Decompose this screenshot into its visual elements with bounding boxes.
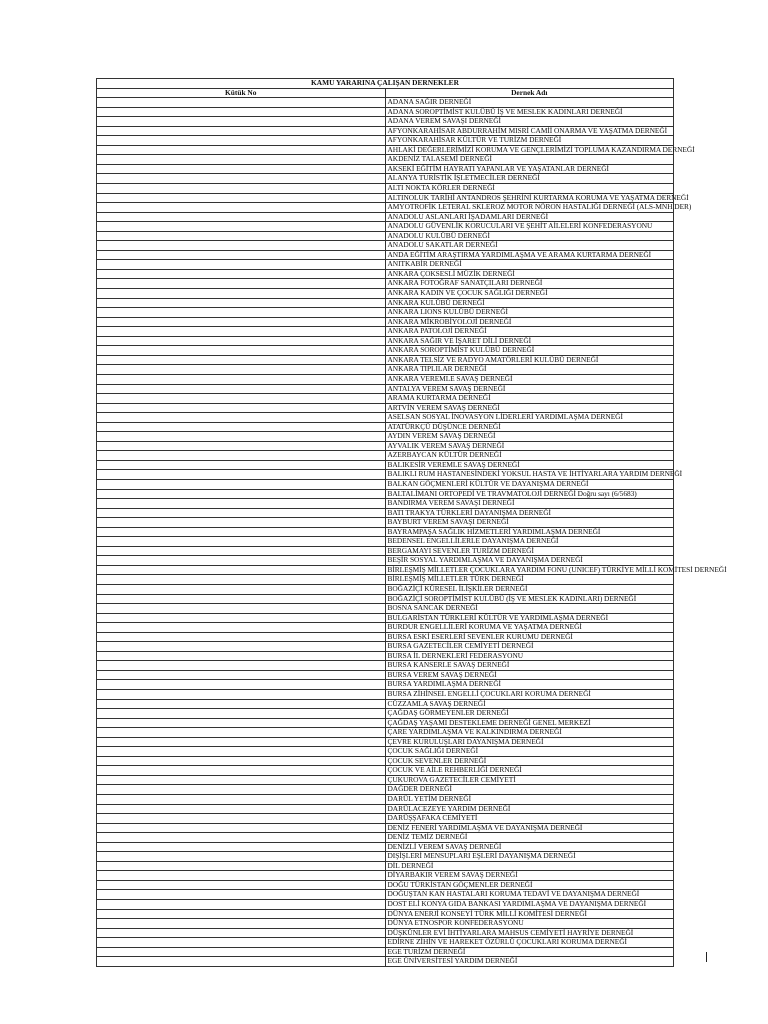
registry-no-cell: [97, 508, 386, 518]
registry-no-cell: [97, 499, 386, 509]
registry-no-cell: [97, 98, 386, 108]
registry-no-cell: [97, 403, 386, 413]
association-name-cell: ARTVİN VEREM SAVAŞ DERNEĞİ: [385, 403, 674, 413]
association-name-cell: DİL DERNEĞİ: [385, 861, 674, 871]
registry-no-cell: [97, 670, 386, 680]
association-name-cell: CÜZZAMLA SAVAŞ DERNEĞİ: [385, 699, 674, 709]
registry-no-cell: [97, 546, 386, 556]
table-row: [97, 298, 674, 308]
association-name-cell: ADANA SOROPTİMİST KULÜBÜ İŞ VE MESLEK KADINLARI DERNEĞİ: [385, 107, 674, 117]
table-row: [97, 451, 674, 461]
table-row: [97, 651, 674, 661]
registry-no-cell: [97, 728, 386, 738]
association-name-cell: BEDENSEL ENGELLİLERLE DAYANIŞMA DERNEĞİ: [385, 537, 674, 547]
table-row: [97, 289, 674, 299]
table-row: [97, 145, 674, 155]
association-name-cell: DAĞDER DERNEĞİ: [385, 785, 674, 795]
registry-no-cell: [97, 623, 386, 633]
registry-no-cell: [97, 651, 386, 661]
column-header-association-name: Dernek Adı: [385, 88, 674, 98]
page-edge-marker: [706, 952, 707, 962]
table-row: [97, 250, 674, 260]
registry-no-cell: [97, 432, 386, 442]
table-row: [97, 279, 674, 289]
registry-no-cell: [97, 422, 386, 432]
association-name-cell: AFYONKARAHİSAR KÜLTÜR VE TURİZM DERNEĞİ: [385, 136, 674, 146]
table-row: [97, 947, 674, 957]
table-row: [97, 737, 674, 747]
table-row: [97, 728, 674, 738]
registry-no-cell: [97, 107, 386, 117]
registry-no-cell: [97, 460, 386, 470]
association-name-cell: ANDA EĞİTİM ARAŞTIRMA YARDIMLAŞMA VE ARAMA KURTARMA DERNEĞİ: [385, 250, 674, 260]
association-name-cell: BOĞAZİÇİ SOROPTİMİST KULÜBÜ (İŞ VE MESLEK KADINLARI) DERNEĞİ: [385, 594, 674, 604]
association-name-cell: EGE ÜNİVERSİTESİ YARDIM DERNEĞİ: [385, 957, 674, 967]
association-name-cell: ANKARA PATOLOJİ DERNEĞİ: [385, 327, 674, 337]
table-row: [97, 327, 674, 337]
table-row: [97, 164, 674, 174]
association-name-cell: DENİZ FENERİ YARDIMLAŞMA VE DAYANIŞMA DERNEĞİ: [385, 823, 674, 833]
registry-no-cell: [97, 489, 386, 499]
table-row: [97, 938, 674, 948]
association-name-cell: ANKARA ÇOKSESLİ MÜZİK DERNEĞİ: [385, 269, 674, 279]
association-name-cell: ÇUKUROVA GAZETECİLER CEMİYETİ: [385, 775, 674, 785]
association-name-cell: ANKARA LIONS KULÜBÜ DERNEĞİ: [385, 308, 674, 318]
registry-no-cell: [97, 231, 386, 241]
association-name-cell: ALTINOLUK TARİHİ ANTANDROS ŞEHRİNİ KURTARMA KORUMA VE YAŞATMA DERNEĞİ: [385, 193, 674, 203]
association-name-cell: DÜNYA ETNOSPOR KONFEDERASYONU: [385, 919, 674, 929]
association-name-cell: BURSA ZİHİNSEL ENGELLİ ÇOCUKLARI KORUMA DERNEĞİ: [385, 690, 674, 700]
table-row: [97, 642, 674, 652]
association-name-cell: AHLAKİ DEĞERLERİMİZİ KORUMA VE GENÇLERİMİZİ TOPLUMA KAZANDIRMA DERNEĞİ: [385, 145, 674, 155]
table-row: [97, 518, 674, 528]
registry-no-cell: [97, 279, 386, 289]
table-row: [97, 269, 674, 279]
table-row: [97, 384, 674, 394]
registry-no-cell: [97, 861, 386, 871]
association-name-cell: ÇAĞDAŞ GÖRMEYENLER DERNEĞİ: [385, 709, 674, 719]
registry-no-cell: [97, 327, 386, 337]
registry-no-cell: [97, 346, 386, 356]
registry-no-cell: [97, 136, 386, 146]
registry-no-cell: [97, 900, 386, 910]
association-name-cell: ANADOLU SAKATLAR DERNEĞİ: [385, 241, 674, 251]
association-name-cell: ANADOLU ASLANLARI İŞADAMLARI DERNEĞİ: [385, 212, 674, 222]
registry-no-cell: [97, 699, 386, 709]
registry-no-cell: [97, 661, 386, 671]
registry-no-cell: [97, 604, 386, 614]
association-name-cell: ANKARA KULÜBÜ DERNEĞİ: [385, 298, 674, 308]
registry-no-cell: [97, 527, 386, 537]
table-row: [97, 842, 674, 852]
table-row: [97, 861, 674, 871]
registry-no-cell: [97, 308, 386, 318]
registry-no-cell: [97, 814, 386, 824]
association-name-cell: DENİZLİ VEREM SAVAŞ DERNEĞİ: [385, 842, 674, 852]
registry-no-cell: [97, 117, 386, 127]
table-row: [97, 709, 674, 719]
registry-no-cell: [97, 441, 386, 451]
table-row: [97, 231, 674, 241]
association-name-cell: DOĞUŞTAN KAN HASTALARI KORUMA TEDAVİ VE DAYANIŞMA DERNEĞİ: [385, 890, 674, 900]
registry-no-cell: [97, 365, 386, 375]
associations-table: [96, 78, 727, 967]
registry-no-cell: [97, 947, 386, 957]
table-row: [97, 336, 674, 346]
association-name-cell: ANITKABİR DERNEĞİ: [385, 260, 674, 270]
association-name-cell: ALANYA TURİSTİK İŞLETMECİLER DERNEĞİ: [385, 174, 674, 184]
registry-no-cell: [97, 938, 386, 948]
association-name-cell: BOSNA SANCAK DERNEĞİ: [385, 604, 674, 614]
table-row: [97, 546, 674, 556]
registry-no-cell: [97, 184, 386, 194]
registry-no-cell: [97, 250, 386, 260]
column-header-registry-no: Kütük No: [97, 88, 386, 98]
registry-no-cell: [97, 394, 386, 404]
table-row: [97, 795, 674, 805]
registry-no-cell: [97, 928, 386, 938]
registry-no-cell: [97, 795, 386, 805]
association-name-cell: BANDIRMA VEREM SAVAŞI DERNEĞİ: [385, 499, 674, 509]
table-row: [97, 670, 674, 680]
registry-no-cell: [97, 164, 386, 174]
table-row: [97, 260, 674, 270]
association-name-cell: ANKARA SAĞIR VE İŞARET DİLİ DERNEĞİ: [385, 336, 674, 346]
association-name-cell: BULGARİSTAN TÜRKLERİ KÜLTÜR VE YARDIMLAŞMA DERNEĞİ: [385, 613, 674, 623]
registry-no-cell: [97, 565, 386, 575]
registry-no-cell: [97, 470, 386, 480]
association-name-cell: ÇOCUK VE AİLE REHBERLİĞİ DERNEĞİ: [385, 766, 674, 776]
registry-no-cell: [97, 374, 386, 384]
table-row: [97, 527, 674, 537]
registry-no-cell: [97, 594, 386, 604]
table-row: [97, 775, 674, 785]
registry-no-cell: [97, 174, 386, 184]
table-row: [97, 537, 674, 547]
association-name-cell: BAYRAMPAŞA SAĞLIK HİZMETLERİ YARDIMLAŞMA DERNEĞİ: [385, 527, 674, 537]
registry-no-cell: [97, 804, 386, 814]
association-name-cell: ÇEVRE KURULUŞLARI DAYANIŞMA DERNEĞİ: [385, 737, 674, 747]
registry-no-cell: [97, 690, 386, 700]
registry-no-cell: [97, 479, 386, 489]
association-name-cell: ASELSAN SOSYAL İNOVASYON LİDERLERİ YARDIMLAŞMA DERNEĞİ: [385, 413, 674, 423]
association-name-cell: BİRLEŞMİŞ MİLLETLER TÜRK DERNEĞİ: [385, 575, 674, 585]
association-name-cell: BALIKESİR VEREMLE SAVAŞ DERNEĞİ: [385, 460, 674, 470]
association-name-cell: ANKARA TIPLILAR DERNEĞİ: [385, 365, 674, 375]
table-row: [97, 136, 674, 146]
registry-no-cell: [97, 766, 386, 776]
registry-no-cell: [97, 222, 386, 232]
association-name-cell: DENİZ TEMİZ DERNEĞİ: [385, 833, 674, 843]
association-name-cell: BATI TRAKYA TÜRKLERİ DAYANIŞMA DERNEĞİ: [385, 508, 674, 518]
association-name-cell: BİRLEŞMİŞ MİLLETLER ÇOCUKLARA YARDIM FONU (UNICEF) TÜRKİYE MİLLİ KOMİTESİ DERNEĞİ: [385, 565, 674, 575]
association-name-cell: ANADOLU GÜVENLİK KORUCULARI VE ŞEHİT AİLELERİ KONFEDERASYONU: [385, 222, 674, 232]
table-row: [97, 355, 674, 365]
table-row: [97, 432, 674, 442]
table-row: [97, 107, 674, 117]
registry-no-cell: [97, 203, 386, 213]
table-row: [97, 718, 674, 728]
table-row: [97, 690, 674, 700]
association-name-cell: BEŞİR SOSYAL YARDIMLAŞMA VE DAYANIŞMA DERNEĞİ: [385, 556, 674, 566]
registry-no-cell: [97, 575, 386, 585]
association-name-cell: BERGAMAYI SEVENLER TURİZM DERNEĞİ: [385, 546, 674, 556]
table-row: [97, 394, 674, 404]
table-row: [97, 756, 674, 766]
association-name-cell: ARAMA KURTARMA DERNEĞİ: [385, 394, 674, 404]
table-row: [97, 661, 674, 671]
association-name-cell: ÇOCUK SEVENLER DERNEĞİ: [385, 756, 674, 766]
registry-no-cell: [97, 260, 386, 270]
registry-no-cell: [97, 413, 386, 423]
registry-no-cell: [97, 833, 386, 843]
table-row: [97, 317, 674, 327]
registry-no-cell: [97, 613, 386, 623]
association-name-cell: BAYBURT VEREM SAVAŞI DERNEĞİ: [385, 518, 674, 528]
registry-no-cell: [97, 642, 386, 652]
association-name-cell: ANKARA SOROPTİMİST KULÜBÜ DERNEĞİ: [385, 346, 674, 356]
table-row: [97, 184, 674, 194]
association-name-cell: DİYARBAKIR VEREM SAVAŞ DERNEĞİ: [385, 871, 674, 881]
association-name-cell: ATATÜRKÇÜ DÜŞÜNCE DERNEĞİ: [385, 422, 674, 432]
table-row: [97, 155, 674, 165]
registry-no-cell: [97, 890, 386, 900]
registry-no-cell: [97, 451, 386, 461]
registry-no-cell: [97, 842, 386, 852]
table-row: [97, 174, 674, 184]
table-row: [97, 365, 674, 375]
table-row: [97, 584, 674, 594]
association-name-cell: DARÜLACEZEYE YARDIM DERNEĞİ: [385, 804, 674, 814]
registry-no-cell: [97, 680, 386, 690]
registry-no-cell: [97, 155, 386, 165]
registry-no-cell: [97, 756, 386, 766]
registry-no-cell: [97, 298, 386, 308]
association-name-cell: AFYONKARAHİSAR ABDURRAHİM MISRİ CAMİİ ONARMA VE YAŞATMA DERNEĞİ: [385, 126, 674, 136]
table-row: [97, 479, 674, 489]
association-name-cell: BURSA KANSERLE SAVAŞ DERNEĞİ: [385, 661, 674, 671]
table-row: [97, 833, 674, 843]
association-name-cell: EGE TURİZM DERNEĞİ: [385, 947, 674, 957]
registry-no-cell: [97, 289, 386, 299]
registry-no-cell: [97, 336, 386, 346]
table-row: [97, 374, 674, 384]
registry-no-cell: [97, 355, 386, 365]
table-row: [97, 957, 674, 967]
table-row: [97, 98, 674, 108]
association-name-cell: ANKARA VEREMLE SAVAŞ DERNEĞİ: [385, 374, 674, 384]
table-row: [97, 699, 674, 709]
registry-no-cell: [97, 957, 386, 967]
registry-no-cell: [97, 126, 386, 136]
association-name-cell: AKDENİZ TALASEMİ DERNEĞİ: [385, 155, 674, 165]
registry-no-cell: [97, 852, 386, 862]
association-name-cell: DOST ELİ KONYA GIDA BANKASI YARDIMLAŞMA VE DAYANIŞMA DERNEĞİ: [385, 900, 674, 910]
registry-no-cell: [97, 880, 386, 890]
registry-no-cell: [97, 823, 386, 833]
association-name-cell: ANKARA KADIN VE ÇOCUK SAĞLIĞI DERNEĞİ: [385, 289, 674, 299]
table-row: [97, 565, 674, 575]
registry-no-cell: [97, 919, 386, 929]
registry-no-cell: [97, 718, 386, 728]
association-name-cell: DARÜŞŞAFAKA CEMİYETİ: [385, 814, 674, 824]
registry-no-cell: [97, 537, 386, 547]
table-row: [97, 900, 674, 910]
association-name-cell: BURSA VEREM SAVAŞ DERNEĞİ: [385, 670, 674, 680]
table-row: [97, 871, 674, 881]
table-row: [97, 346, 674, 356]
registry-no-cell: [97, 871, 386, 881]
table-body: [97, 78, 727, 967]
header-row: [97, 88, 674, 98]
association-name-cell: BURDUR ENGELLİLERİ KORUMA VE YAŞATMA DERNEĞİ: [385, 623, 674, 633]
table-row: [97, 594, 674, 604]
association-name-cell: DOĞU TÜRKİSTAN GÖÇMENLER DERNEĞİ: [385, 880, 674, 890]
association-name-cell: ADANA SAĞIR DERNEĞİ: [385, 98, 674, 108]
table-title: KAMU YARARINA ÇALIŞAN DERNEKLER: [97, 79, 674, 89]
table-row: [97, 804, 674, 814]
registry-no-cell: [97, 193, 386, 203]
registry-no-cell: [97, 384, 386, 394]
association-name-cell: ADANA VEREM SAVAŞI DERNEĞİ: [385, 117, 674, 127]
association-name-cell: DÜŞKÜNLER EVİ İHTİYARLARA MAHSUS CEMİYETİ HAYRİYE DERNEĞİ: [385, 928, 674, 938]
table-row: [97, 203, 674, 213]
registry-no-cell: [97, 556, 386, 566]
association-name-cell: DÜNYA ENERJİ KONSEYİ TÜRK MİLLİ KOMİTESİ DERNEĞİ: [385, 909, 674, 919]
association-name-cell: AKSEKİ EĞİTİM HAYRATI YAPANLAR VE YAŞATANLAR DERNEĞİ: [385, 164, 674, 174]
association-name-cell: AZERBAYCAN KÜLTÜR DERNEĞİ: [385, 451, 674, 461]
table-row: [97, 919, 674, 929]
association-name-cell: ÇOCUK SAĞLIĞI DERNEĞİ: [385, 747, 674, 757]
registry-no-cell: [97, 212, 386, 222]
table-row: [97, 117, 674, 127]
registry-no-cell: [97, 584, 386, 594]
association-name-cell: ANTALYA VEREM SAVAŞ DERNEĞİ: [385, 384, 674, 394]
association-name-cell: ANKARA FOTOĞRAF SANATÇILARI DERNEĞİ: [385, 279, 674, 289]
registry-no-cell: [97, 747, 386, 757]
table-row: [97, 613, 674, 623]
registry-no-cell: [97, 775, 386, 785]
table-row: [97, 499, 674, 509]
registry-no-cell: [97, 785, 386, 795]
association-name-cell: ÇAĞDAŞ YAŞAMI DESTEKLEME DERNEĞİ GENEL MERKEZİ: [385, 718, 674, 728]
association-name-cell: BURSA ESKİ ESERLERİ SEVENLER KURUMU DERNEĞİ: [385, 632, 674, 642]
table-row: [97, 823, 674, 833]
registry-no-cell: [97, 737, 386, 747]
table-row: [97, 814, 674, 824]
association-name-cell: ALTI NOKTA KÖRLER DERNEĞİ: [385, 184, 674, 194]
table-row: [97, 308, 674, 318]
association-name-cell: BALIKLI RUM HASTANESİNDEKİ YOKSUL HASTA VE İHTİYARLARA YARDIM DERNEĞİ: [385, 470, 674, 480]
table-row: [97, 632, 674, 642]
table-row: [97, 623, 674, 633]
registry-no-cell: [97, 709, 386, 719]
title-row: [97, 79, 674, 89]
association-name-cell: ANKARA TELSİZ VE RADYO AMATÖRLERİ KULÜBÜ DERNEĞİ: [385, 355, 674, 365]
table-row: [97, 126, 674, 136]
table-row: [97, 441, 674, 451]
registry-no-cell: [97, 632, 386, 642]
association-name-cell: BALTALİMANI ORTOPEDİ VE TRAVMATOLOJİ DERNEĞİ Doğru sayı (6/5683): [385, 489, 674, 499]
association-name-cell: BURSA İL DERNEKLERİ FEDERASYONU: [385, 651, 674, 661]
association-name-cell: AYDIN VEREM SAVAŞ DERNEĞİ: [385, 432, 674, 442]
registry-no-cell: [97, 909, 386, 919]
table-row: [97, 556, 674, 566]
association-name-cell: DIŞİŞLERİ MENSUPLARI EŞLERİ DAYANIŞMA DERNEĞİ: [385, 852, 674, 862]
association-name-cell: EDİRNE ZİHİN VE HAREKET ÖZÜRLÜ ÇOCUKLARI KORUMA DERNEĞİ: [385, 938, 674, 948]
table-row: [97, 766, 674, 776]
table-row: [97, 909, 674, 919]
table-row: [97, 241, 674, 251]
association-name-cell: ANADOLU KULÜBÜ DERNEĞİ: [385, 231, 674, 241]
table-row: [97, 852, 674, 862]
table-row: [97, 785, 674, 795]
association-name-cell: ÇARE YARDIMLAŞMA VE KALKINDIRMA DERNEĞİ: [385, 728, 674, 738]
association-name-cell: BOĞAZİÇİ KÜRESEL İLİŞKİLER DERNEĞİ: [385, 584, 674, 594]
table-row: [97, 508, 674, 518]
table-row: [97, 222, 674, 232]
registry-no-cell: [97, 317, 386, 327]
association-name-cell: DARÜL YETİM DERNEĞİ: [385, 795, 674, 805]
registry-no-cell: [97, 518, 386, 528]
registry-no-cell: [97, 269, 386, 279]
association-name-cell: BALKAN GÖÇMENLERİ KÜLTÜR VE DAYANIŞMA DERNEĞİ: [385, 479, 674, 489]
table-row: [97, 575, 674, 585]
association-name-cell: AYVALIK VEREM SAVAŞ DERNEĞİ: [385, 441, 674, 451]
registry-no-cell: [97, 241, 386, 251]
table-row: [97, 489, 674, 499]
association-name-cell: AMYOTROFİK LETERAL SKLEROZ MOTOR NÖRON HASTALIĞI DERNEĞİ (ALS-MNH DER): [385, 203, 674, 213]
table-row: [97, 422, 674, 432]
association-name-cell: BURSA YARDIMLAŞMA DERNEĞİ: [385, 680, 674, 690]
table-row: [97, 413, 674, 423]
table-row: [97, 604, 674, 614]
association-name-cell: ANKARA MİKROBİYOLOJİ DERNEĞİ: [385, 317, 674, 327]
association-name-cell: BURSA GAZETECİLER CEMİYETİ DERNEĞİ: [385, 642, 674, 652]
table-row: [97, 747, 674, 757]
registry-no-cell: [97, 145, 386, 155]
